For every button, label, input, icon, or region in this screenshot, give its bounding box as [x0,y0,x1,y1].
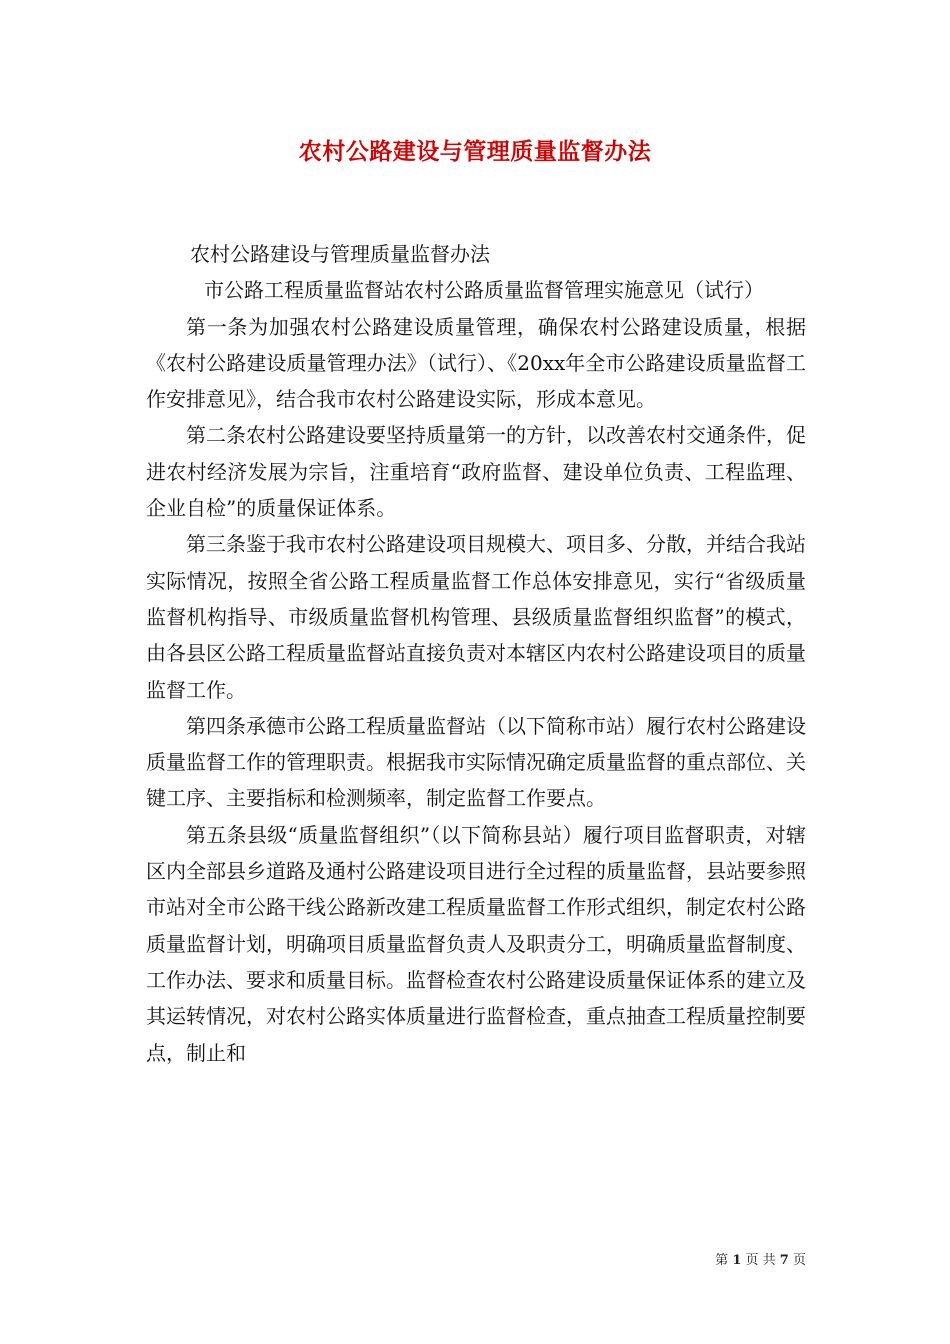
footer-suffix: 页 [792,1253,806,1268]
paragraph-article-5: 第五条县级“质量监督组织”（以下简称县站）履行项目监督职责，对辖区内全部县乡道路及通村公路建设项目进行全过程的质量监督，县站要参照市站对全市公路干线公路新改建工程质量监督工作形式组织，制定农村公路质量监督计划，明确项目质量监督负责人及职责分工，明确质量监督制度、工作办法、要求和质量目标。监督检查农村公路建设质量保证体系的建立及其运转情况，对农村公路实体质量进行监督检查，重点抽查工程质量控制要点，制止和 [146,822,806,1065]
paragraph-article-1: 第一条为加强农村公路建设质量管理，确保农村公路建设质量，根据《农村公路建设质量管理办法》（试行）、《20xx年全市公路建设质量监督工作安排意见》，结合我市农村公路建设实际，形成本意见。 [146,314,806,412]
document-title: 农村公路建设与管理质量监督办法 [298,138,652,165]
paragraph-heading: 农村公路建设与管理质量监督办法 [190,242,490,266]
document-body [146,236,806,1071]
page-footer [715,1249,806,1268]
paragraph-article-2: 第二条农村公路建设要坚持质量第一的方针，以改善农村交通条件，促进农村经济发展为宗旨，注重培育“政府监督、建设单位负责、工程监理、企业自检”的质量保证体系。 [146,423,806,521]
footer-page-number: 1 [732,1253,742,1268]
paragraph-subtitle: 市公路工程质量监督站农村公路质量监督管理实施意见（试行） [204,278,764,303]
paragraph-article-4: 第四条承德市公路工程质量监督站（以下简称市站）履行农村公路建设质量监督工作的管理职责。根据我市实际情况确定质量监督的重点部位、关键工序、主要指标和检测频率，制定监督工作要点。 [146,713,806,811]
footer-total-pages: 7 [779,1253,789,1268]
paragraph-article-3: 第三条鉴于我市农村公路建设项目规模大、项目多、分散，并结合我站实际情况，按照全省公路工程质量监督工作总体安排意见，实行“省级质量监督机构指导、市级质量监督机构管理、县级质量监督组织监督”的模式，由各县区公路工程质量监督站直接负责对本辖区内农村公路建设项目的质量监督工作。 [146,532,806,702]
footer-middle: 页 共 [745,1253,776,1268]
footer-prefix: 第 [715,1253,729,1268]
